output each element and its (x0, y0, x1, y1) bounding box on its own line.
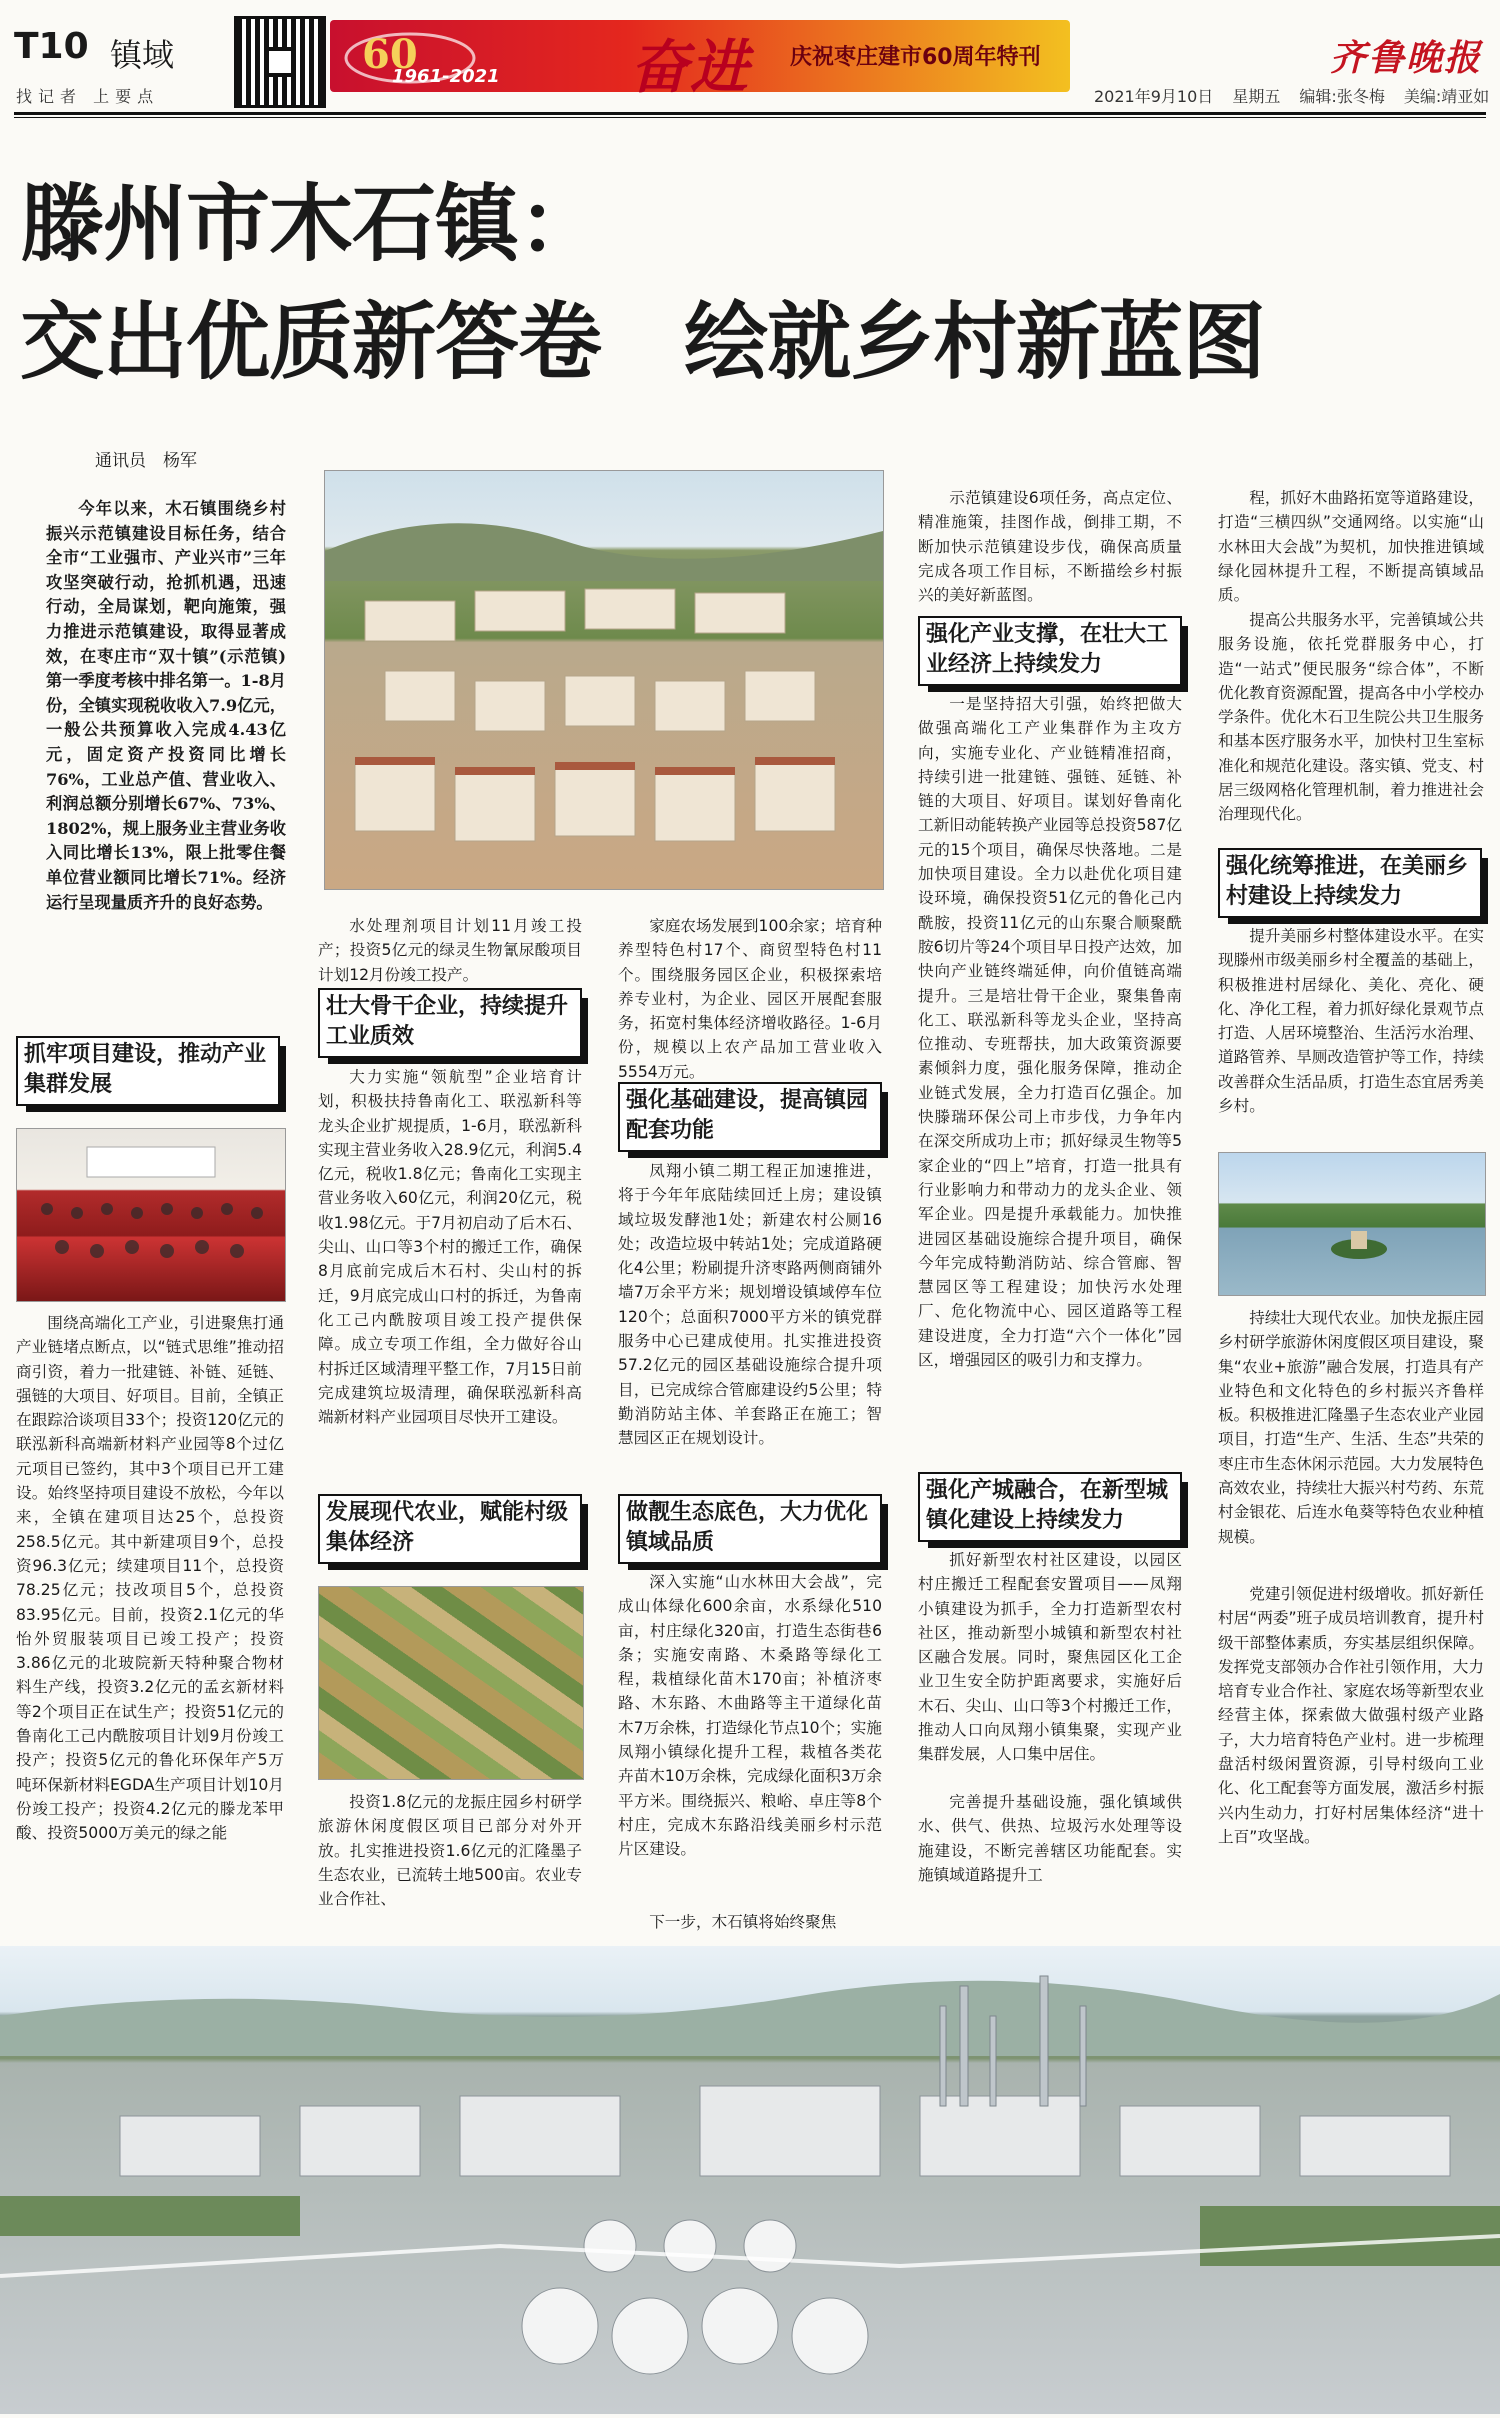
paragraph-agriculture-continued: 家庭农场发展到100余家；培育种养型特色村17个、商贸型特色村11个。围绕服务园区企业，积极探索培养专业村，为企业、园区开展配套服务，拓宽村集体经济增收路径。1-6月份，规模以上农产品加工营业收入5554万元。 (618, 917, 882, 1081)
column-5-bottom (1218, 1582, 1484, 1935)
column-3-bottom (618, 1570, 882, 1910)
industrial-park-panorama-photo (0, 1946, 1500, 2414)
column-5-villages (1218, 924, 1484, 1144)
paragraph-party-building: 党建引领促进村级增收。抓好新任村居“两委”班子成员培训教育，提升村级干部整体素质，夯实基层组织保障。发挥党支部领办合作社引领作用，大力培育专业合作社、家庭农场等新型农业经营主体，探索做大做强村级产业路子，大力培育特色产业村。进一步梳理盘活村级闲置资源，引导村级向工业化、化工配套等方面发展，激活乡村振兴内生动力，打好村居集体经济“进十上百”攻坚战。 (1218, 1585, 1484, 1846)
subhead-backbone-enterprises: 壮大骨干企业，持续提升工业质效 (318, 988, 582, 1058)
column-4-lower (918, 1548, 1182, 1788)
paragraph-modern-agriculture-growth: 持续壮大现代农业。加快龙振庄园乡村研学旅游休闲度假区项目建设，聚集“农业+旅游”融合发展，打造具有产业特色和文化特色的乡村振兴齐鲁样板。积极推进汇隆墨子生态农业产业园项目，打造“生产、生活、生态”共荣的枣庄市生态休闲示范园。大力发展特色高效农业，持续壮大振兴村芍药、东荒村金银花、后连水龟葵等特色农业种植规模。 (1218, 1309, 1484, 1546)
paragraph-ecology: 深入实施“山水林田大会战”，完成山体绿化600余亩，水系绿化510亩，村庄绿化320亩，打造生态街巷6条；实施安南路、木桑路等绿化工程，栽植绿化苗木170亩；补植济枣路、木东路、木曲路等主干道绿化苗木7万余株，打造绿化节点10个；实施凤翔小镇绿化提升工程，栽植各类花卉苗木10万余株，完成绿化面积3万余平方米。围绕振兴、粮峪、卓庄等8个村庄，完成木东路沿线美丽乡村示范片区建设。 (618, 1573, 882, 1859)
subhead-ecology: 做靓生态底色，大力优化镇域品质 (618, 1494, 882, 1564)
column-5-agriculture (1218, 1306, 1484, 1576)
subhead-project-construction: 抓牢项目建设，推动产业集群发展 (16, 1036, 280, 1106)
paragraph-project-construction: 围绕高端化工产业，引进聚焦打通产业链堵点断点，以“链式思维”推动招商引资，着力一批建链、补链、延链、强链的大项目、好项目。目前，全镇正在跟踪洽谈项目33个；投资120亿元的联泓新科高端新材料产业园等8个过亿元项目已签约，其中3个项目已开工建设。始终坚持项目建设不放松，今年以来，全镇在建项目达25个，总投资258.5亿元。其中新建项目9个，总投资96.3亿元；续建项目11个，总投资78.25亿元；技改项目5个，总投资83.95亿元。目前，投资2.1亿元的华怡外贸服装项目已竣工投产；投资3.86亿元的北玻院新天特种聚合物材料生产线，投资3.2亿元的孟玄新材料等2个项目正在试生产；投资51亿元的鲁南化工己内酰胺项目计划9月份竣工投产；投资5亿元的鲁化环保年产5万吨环保新材料EGDA生产项目计划10月份竣工投产；投资4.2亿元的滕龙苯甲酸、投资5000万美元的绿之能 (16, 1314, 284, 1843)
paragraph-infrastructure: 凤翔小镇二期工程正加速推进，将于今年年底陆续回迁上房；建设镇域垃圾发酵池1处；新建农村公厕16处；改造垃圾中转站1处；完成道路硬化4公里；粉刷提升济枣路两侧商铺外墙7万余平方米；规划增设镇域停车位120个；总面积7000平方米的镇党群服务中心已建成使用。扎实推进投资57.2亿元的园区基础设施综合提升项目，已完成综合管廊建设约5公里；特勤消防站主体、羊套路正在施工；智慧园区正在规划设计。 (618, 1162, 882, 1448)
farmland-aerial-photo (318, 1586, 584, 1780)
anniversary-banner (330, 20, 1070, 101)
banner-word: 奋进 (630, 33, 751, 101)
qr-code-icon[interactable] (234, 16, 326, 108)
paragraph-infrastructure-upgrade: 完善提升基础设施，强化镇域供水、供气、供热、垃圾污水处理等设施建设，不断完善辖区功能配套。实施镇域道路提升工 (918, 1793, 1182, 1884)
column-4-bottom (918, 1790, 1182, 1935)
paragraph-industry-support: 一是坚持招大引强，始终把做大做强高端化工产业集群作为主攻方向，实施专业化、产业链精准招商，持续引进一批建链、强链、延链、补链的大项目、好项目。谋划好鲁南化工新旧动能转换产业园等总投资587亿元的15个项目，确保尽快落地。二是加快项目建设。全力以赴优化项目建设环境，确保投资51亿元的鲁化己内酰胺，投资11亿元的山东聚合顺聚酰胺6切片等24个项目早日投产达效，加快向产业链终端延伸，向价值链高端提升。三是培壮骨干企业，聚集鲁南化工、联泓新科等龙头企业，坚持高位推动、专班帮扶，加大政策资源要素倾斜力度，强化服务保障，推动企业链式发展，全力打造百亿强企。加快滕瑞环保公司上市步伐，力争年内在深交所成功上市；抓好绿灵生物等5家企业的“四上”培育，打造一批具有行业影响力和带动力的龙头企业、领军企业。四是提升承载能力。加快推进园区基础设施综合提升项目，确保今年完成特勤消防站、综合管廊、智慧园区等工程建设；加快污水处理厂、危化物流中心、园区道路等工程建设进度，全力打造“六个一体化”园区，增强园区的吸引力和支撑力。 (918, 695, 1182, 1370)
meeting-photo (16, 1128, 286, 1302)
subhead-infrastructure: 强化基础建设，提高镇园配套功能 (618, 1082, 882, 1152)
column-3-top (618, 914, 882, 1081)
subhead-modern-agriculture: 发展现代农业，赋能村级集体经济 (318, 1494, 582, 1564)
paragraph-beautiful-villages: 提升美丽乡村整体建设水平。在实现滕州市级美丽乡村全覆盖的基础上，积极推进村居绿化、美化、亮化、硬化、净化工程，着力抓好绿化景观节点打造、人居环境整治、生活污水治理、道路管养、旱厕改造管护等工作，持续改善群众生活品质，打造生态宜居秀美乡村。 (1218, 927, 1484, 1116)
subhead-industry-support: 强化产业支撑，在壮大工业经济上持续发力 (918, 616, 1182, 686)
paragraph-next-step: 下一步，木石镇将始终聚焦 (649, 1913, 837, 1931)
column-3-middle (618, 1159, 882, 1474)
column-5-top (1218, 486, 1484, 605)
banner-title: 庆祝枣庄建市60周年特刊 (790, 45, 1041, 70)
page-number: T10 (14, 26, 89, 67)
paragraph-project-continued: 水处理剂项目计划11月竣工投产；投资5亿元的绿灵生物氰尿酸项目计划12月份竣工投产。 (318, 917, 582, 984)
paper-logo: 齐鲁晚报 (1330, 37, 1483, 79)
wetland-lake-photo (1218, 1152, 1486, 1296)
paragraph-public-services: 提高公共服务水平，完善镇域公共服务设施，依托党群服务中心，打造“一站式”便民服务“综合体”，不断优化教育资源配置，提高各中小学校办学条件。优化木石卫生院公共卫生服务和基本医疗服务水平，加快村卫生室标准化和规范化建设。落实镇、党支、村居三级网格化管理机制，着力推进社会治理现代化。 (1218, 611, 1484, 824)
paragraph-backbone-enterprises: 大力实施“领航型”企业培育计划，积极扶持鲁南化工、联泓新科等龙头企业扩规提质，1-6月，联泓新科实现主营业务收入28.9亿元，利润5.4亿元，税收1.8亿元；鲁南化工实现主营业务收入60亿元，利润20亿元，税收1.98亿元。于7月初启动了后木石、尖山、山口等3个村的搬迁工作，确保8月底前完成后木石村、尖山村的拆迁，9月底完成山口村的拆迁，为鲁南化工己内酰胺项目竣工投产提供保障。成立专项工作组，全力做好谷山村拆迁区域清理平整工作，7月15日前完成建筑垃圾清理，确保联泓新科高端新材料产业园项目尽快开工建设。 (318, 1068, 582, 1427)
column-2-bottom (318, 1790, 582, 1935)
headline-line-2: 交出优质新答卷 绘就乡村新蓝图 (20, 292, 1266, 391)
column-1-body (16, 1311, 284, 1935)
svg-text:60: 60 (362, 31, 418, 78)
masthead-rule (14, 112, 1486, 115)
subhead-urbanization: 强化产城融合，在新型城镇化建设上持续发力 (918, 1472, 1182, 1542)
tip-line: 找记者 上要点 (16, 87, 160, 106)
column-2-middle (318, 1065, 582, 1479)
dateline: 2021年9月10日 星期五 编辑:张冬梅 美编:靖亚如 (1094, 87, 1490, 106)
column-4-top (918, 486, 1182, 606)
subhead-beautiful-villages: 强化统筹推进，在美丽乡村建设上持续发力 (1218, 848, 1482, 918)
village-aerial-photo (324, 470, 884, 890)
section-name: 镇域 (110, 36, 175, 74)
column-5-services (1218, 608, 1484, 848)
paragraph-modern-agriculture: 投资1.8亿元的龙振庄园乡村研学旅游休闲度假区项目已部分对外开放。扎实推进投资1.6亿元的汇隆墨子生态农业，已流转土地500亩。农业专业合作社、 (318, 1793, 582, 1909)
column-4-middle (918, 692, 1182, 1462)
masthead-rule-thin (14, 117, 1486, 118)
headline-line-1: 滕州市木石镇： (20, 174, 602, 273)
paragraph-roads-greening: 程，抓好木曲路拓宽等道路建设，打造“三横四纵”交通网络。以实施“山水林田大会战”为契机，加快推进镇域绿化园林提升工程，不断提高镇域品质。 (1218, 489, 1484, 605)
paragraph-new-communities: 抓好新型农村社区建设，以园区村庄搬迁工程配套安置项目——凤翔小镇建设为抓手，全力打造新型农村社区，推动新型小城镇和新型农村社区融合发展。同时，聚焦园区化工企业卫生安全防护距离要求，实施好后木石、尖山、山口等3个村搬迁工作，推动人口向凤翔小镇集聚，实现产业集群发展，人口集中居住。 (918, 1551, 1182, 1764)
paragraph-next-step-continued: 示范镇建设6项任务，高点定位、精准施策，挂图作战，倒排工期，不断加快示范镇建设步伐，确保高质量完成各项工作目标，不断描绘乡村振兴的美好新蓝图。 (918, 489, 1182, 605)
byline: 通讯员 杨军 (95, 451, 197, 471)
anniversary-years: 1961-2021 (392, 66, 500, 87)
column-3-closing (618, 1910, 882, 1935)
column-2-top (318, 914, 582, 990)
lead-paragraph: 今年以来，木石镇围绕乡村振兴示范镇建设目标任务，结合全市“工业强市、产业兴市”三年攻坚突破行动，抢抓机遇，迅速行动，全局谋划，靶向施策，强力推进示范镇建设，取得显著成效，在枣庄市“双十镇”(示范镇)第一季度考核中排名第一。1-8月份，全镇实现税收收入7.9亿元，一般公共预算收入完成4.43亿元，固定资产投资同比增长76%，工业总产值、营业收入、利润总额分别增长67%、73%、1802%，规上服务业主营业务收入同比增长13%，限上批零住餐单位营业额同比增长71%。经济运行呈现量质齐升的良好态势。 (46, 499, 286, 912)
